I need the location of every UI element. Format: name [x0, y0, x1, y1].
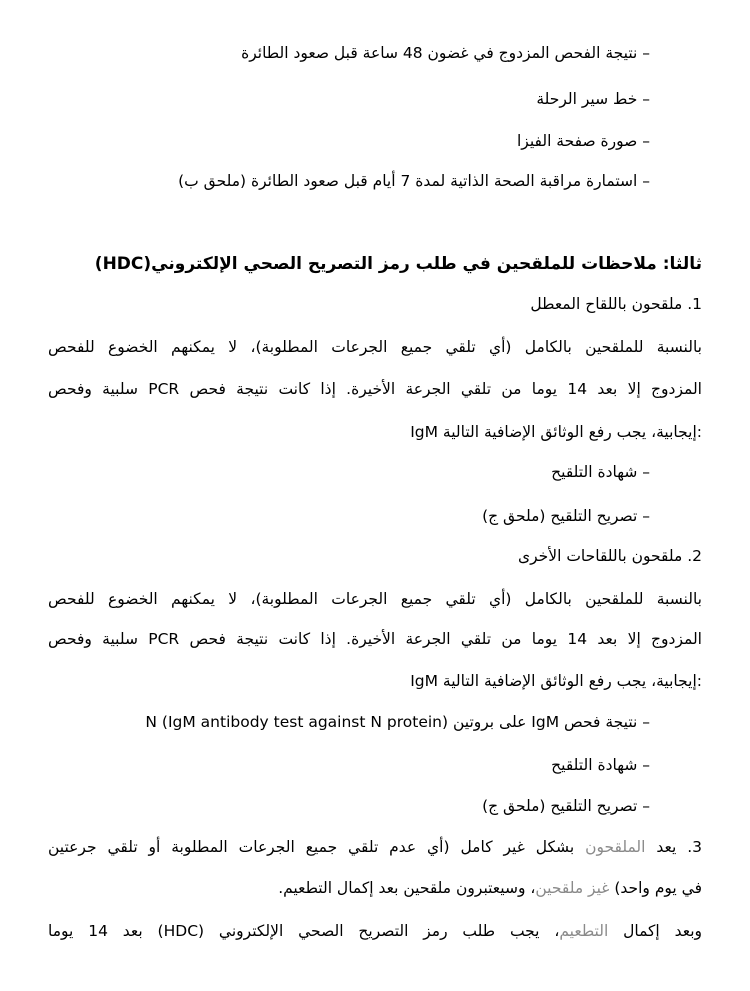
section-2-title: 2. ملقحون باللقاحات الأخرى	[517, 547, 702, 565]
section-1-bullet-certificate: – شهادة التلقيح	[551, 463, 650, 481]
section-2-paragraph-line-2: المزدوج إلا بعد 14 يوما من تلقي الجرعة الأخيرة. إذا كانت نتيجة فحص PCR سلبية وفحص	[48, 630, 702, 648]
section-2-bullet-igm-test: – نتيجة فحص IgM على بروتين N (IgM antibody test against N protein)	[145, 713, 650, 731]
section-1-paragraph-line-3: IgM إيجابية، يجب رفع الوثائق الإضافية التالية:	[410, 423, 702, 441]
section-1-paragraph-line-2: المزدوج إلا بعد 14 يوما من تلقي الجرعة الأخيرة. إذا كانت نتيجة فحص PCR سلبية وفحص	[48, 380, 702, 398]
section-3-title: 3. يعد الملقحون بشكل غير كامل (أي عدم تلقي جميع الجرعات المطلوبة أو تلقي جرعتين	[48, 838, 702, 856]
list-item-health-form: – استمارة مراقبة الصحة الذاتية لمدة 7 أيام قبل صعود الطائرة (ملحق ب)	[178, 172, 650, 190]
list-item-itinerary: – خط سير الرحلة	[536, 90, 650, 108]
section-2-bullet-declaration: – تصريح التلقيح (ملحق ج)	[482, 797, 650, 815]
highlight-text: غيز ملقحين	[535, 879, 610, 897]
list-item-visa-page: – صورة صفحة الفيزا	[516, 132, 650, 150]
highlight-text: الملقحون	[585, 838, 646, 856]
section-3-paragraph-line-2: وبعد إكمال التطعيم، يجب طلب رمز التصريح الصحي الإلكتروني (HDC) بعد 14 يوما	[48, 922, 702, 940]
section-heading: ثالثا: ملاحظات للملقحين في طلب رمز التصريح الصحي الإلكتروني(HDC)	[94, 254, 702, 274]
section-3-paragraph-line-1: في يوم واحد) غيز ملقحين، وسيعتبرون ملقحين بعد إكمال التطعيم.	[278, 879, 702, 897]
section-1-bullet-declaration: – تصريح التلقيح (ملحق ج)	[482, 507, 650, 525]
highlight-text: التطعيم	[559, 922, 609, 940]
list-item-double-test: – نتيجة الفحص المزدوج في غضون 48 ساعة قبل صعود الطائرة	[241, 44, 650, 62]
section-2-bullet-certificate: – شهادة التلقيح	[551, 756, 650, 774]
section-2-paragraph-line-3: IgM إيجابية، يجب رفع الوثائق الإضافية التالية:	[410, 672, 702, 690]
section-1-paragraph-line-1: بالنسبة للملقحين بالكامل (أي تلقي جميع الجرعات المطلوبة)، لا يمكنهم الخضوع للفحص	[48, 338, 702, 356]
section-2-paragraph-line-1: بالنسبة للملقحين بالكامل (أي تلقي جميع الجرعات المطلوبة)، لا يمكنهم الخضوع للفحص	[48, 590, 702, 608]
section-1-title: 1. ملقحون باللقاح المعطل	[530, 295, 702, 313]
